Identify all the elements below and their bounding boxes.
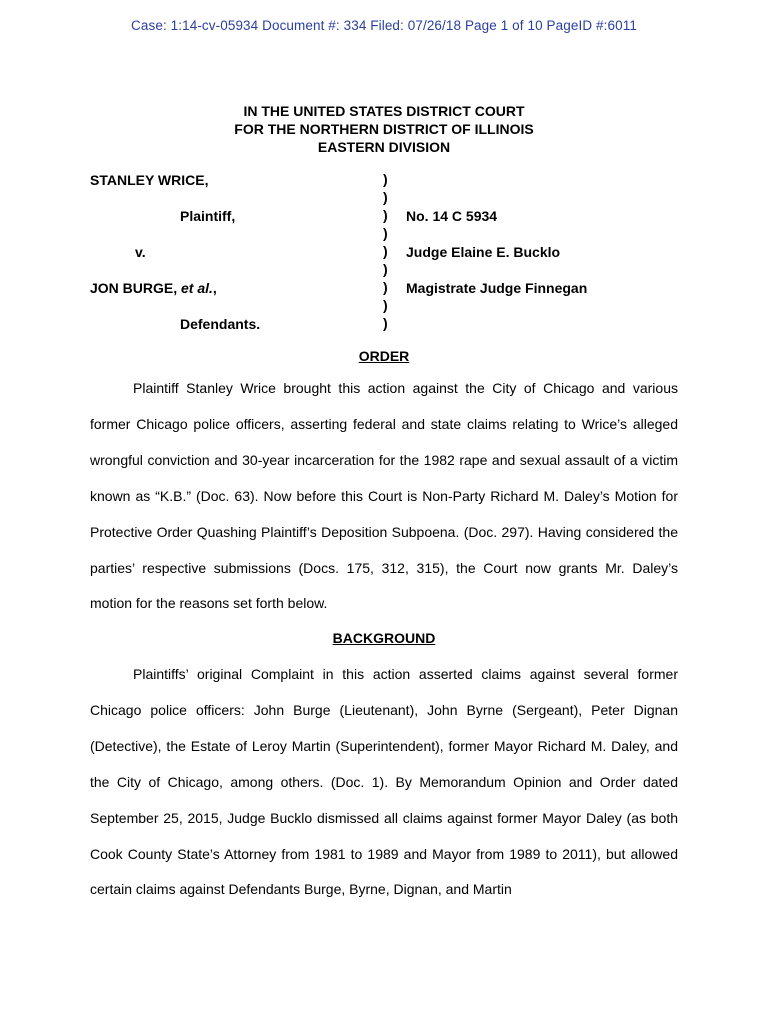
case-header-stamp: Case: 1:14-cv-05934 Document #: 334 Filed: 07/26/18 Page 1 of 10 PageID #:6011: [131, 18, 637, 33]
versus-label: v.: [135, 244, 146, 260]
background-paragraph: Plaintiffs’ original Complaint in this action asserted claims against several former Chicago police officers: John Burge (Lieutenant), John Byrne (Sergeant), Peter Dignan (Detective), the Estate of Leroy Martin (Superintendent), former Mayor Richard M. Daley, and the City of Chicago, among others. (Doc. 1). By Memorandum Opinion and Order dated September 25, 2015, Judge Bucklo dismissed all claims against former Mayor Daley (as both Cook County State’s Attorney from 1981 to 1989 and Mayor from 1989 to 2011), but allowed certain claims against Defendants Burge, Byrne, Dignan, and Martin: [90, 666, 678, 898]
court-heading-line-1: IN THE UNITED STATES DISTRICT COURT: [243, 103, 525, 119]
defendant-name: [90, 279, 217, 297]
caption-paren: ): [383, 279, 388, 295]
court-heading-line-3: EASTERN DIVISION: [317, 139, 451, 155]
defendant-comma: ,: [212, 280, 217, 296]
case-caption: [0, 170, 768, 335]
defendant-role: Defendants.: [180, 316, 261, 332]
order-heading: [0, 348, 768, 364]
caption-paren: ): [383, 189, 388, 205]
caption-paren: ): [383, 207, 388, 223]
defendant-etal: et al.: [181, 280, 213, 296]
caption-paren: ): [383, 171, 388, 187]
magistrate-judge-name: Magistrate Judge Finnegan: [406, 280, 588, 296]
caption-paren: ): [383, 315, 388, 331]
caption-paren: ): [383, 243, 388, 259]
plaintiff-role: Plaintiff,: [180, 208, 236, 224]
judge-name: Judge Elaine E. Bucklo: [406, 244, 561, 260]
plaintiff-name: STANLEY WRICE,: [90, 172, 209, 188]
order-heading-text: ORDER: [358, 348, 410, 364]
caption-parenthesis-column: [383, 170, 388, 332]
order-paragraph: Plaintiff Stanley Wrice brought this action against the City of Chicago and various former Chicago police officers, asserting federal and state claims relating to Wrice’s alleged wrongful conviction and 30-year incarceration for the 1982 rape and sexual assault of a victim known as “K.B.” (Doc. 63). Now before this Court is Non-Party Richard M. Daley’s Motion for Protective Order Quashing Plaintiff’s Deposition Subpoena. (Doc. 297). Having considered the parties’ respective submissions (Docs. 175, 312, 315), the Court now grants Mr. Daley’s motion for the reasons set forth below.: [90, 380, 678, 612]
caption-paren: ): [383, 297, 388, 313]
background-heading-text: BACKGROUND: [332, 630, 436, 646]
caption-paren: ): [383, 225, 388, 241]
caption-paren: ): [383, 261, 388, 277]
defendant-name-text: JON BURGE,: [90, 280, 178, 296]
court-heading: [0, 102, 768, 156]
case-number: No. 14 C 5934: [406, 208, 498, 224]
court-heading-line-2: FOR THE NORTHERN DISTRICT OF ILLINOIS: [234, 121, 534, 137]
background-heading: [0, 630, 768, 646]
